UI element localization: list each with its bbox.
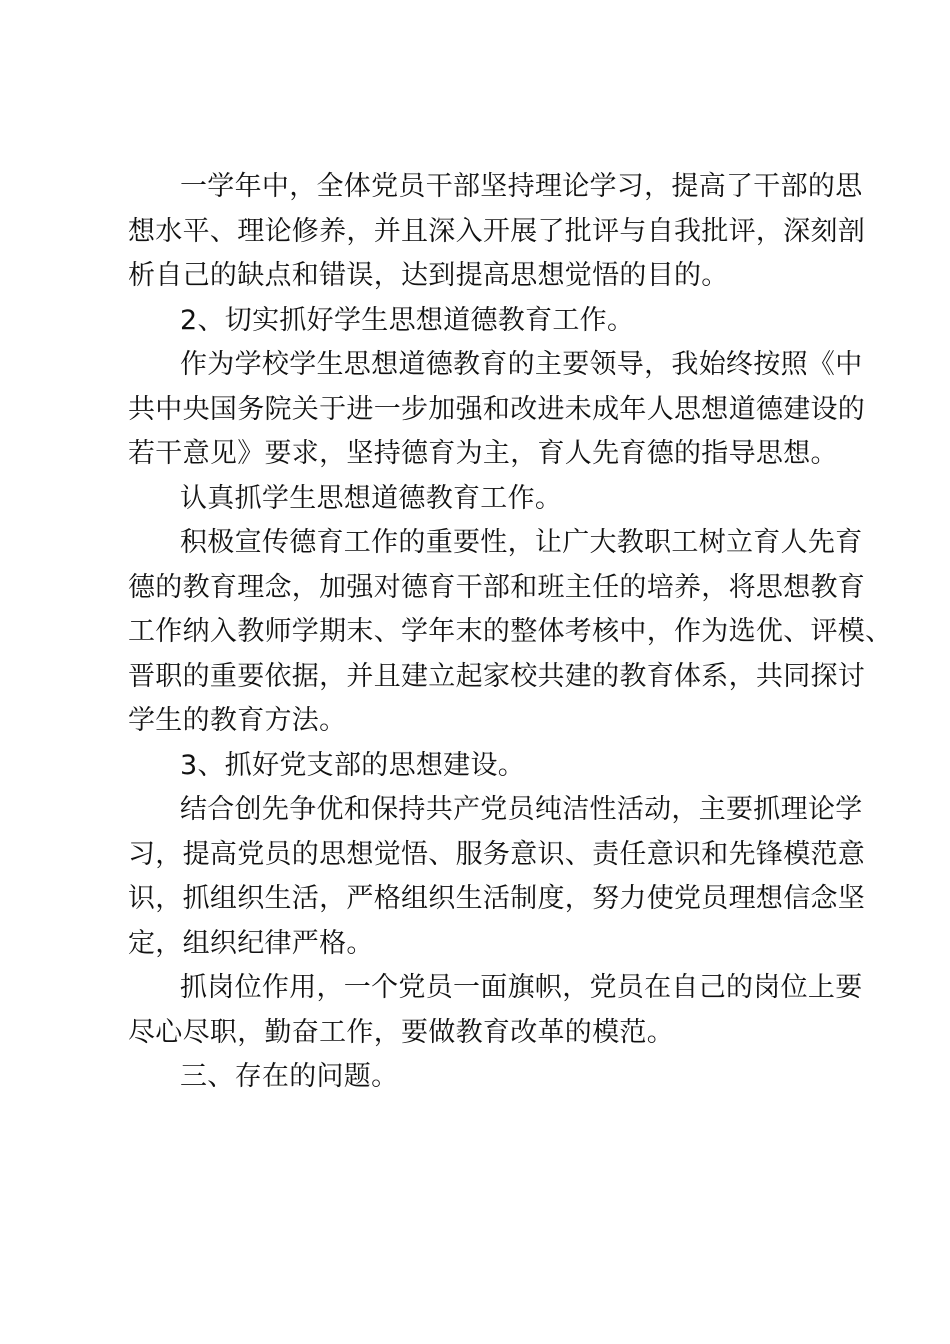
paragraph-line: 作为学校学生思想道德教育的主要领导，我始终按照《中 bbox=[180, 349, 863, 380]
paragraph-publicity bbox=[128, 521, 893, 744]
paragraph-line: 尽心尽职，勤奋工作，要做教育改革的模范。 bbox=[128, 1016, 674, 1048]
paragraph-line: 积极宣传德育工作的重要性，让广大教职工树立育人先育 bbox=[180, 527, 863, 558]
paragraph-line: 定，组织纪律严格。 bbox=[128, 927, 374, 959]
paragraph-line: 识，抓组织生活，严格组织生活制度，努力使党员理想信念坚 bbox=[128, 883, 866, 914]
paragraph-line: 德的教育理念，加强对德育干部和班主任的培养，将思想教育 bbox=[128, 571, 866, 603]
section-heading: 三、存在的问题。 bbox=[180, 1061, 399, 1092]
paragraph-line: 结合创先争优和保持共产党员纯洁性活动，主要抓理论学 bbox=[180, 794, 863, 825]
heading-problems bbox=[128, 1055, 848, 1100]
paragraph-moral-work bbox=[128, 477, 848, 522]
paragraph-line: 若干意见》要求，坚持德育为主，育人先育德的指导思想。 bbox=[128, 438, 838, 469]
section-heading: 3、抓好党支部的思想建设。 bbox=[180, 749, 526, 781]
heading-party-branch bbox=[128, 744, 848, 789]
section-heading: 2、切实抓好学生思想道德教育工作。 bbox=[180, 304, 635, 336]
paragraph-theory-study bbox=[128, 165, 866, 299]
paragraph-line: 晋职的重要依据，并且建立起家校共建的教育体系，共同探讨 bbox=[128, 660, 866, 692]
paragraph-line: 想水平、理论修养，并且深入开展了批评与自我批评，深刻剖 bbox=[128, 215, 866, 247]
paragraph-line: 工作纳入教师学期末、学年末的整体考核中，作为选优、评模、 bbox=[128, 616, 893, 647]
paragraph-line: 认真抓学生思想道德教育工作。 bbox=[180, 482, 563, 514]
heading-moral-education bbox=[128, 299, 848, 344]
paragraph-line: 学生的教育方法。 bbox=[128, 705, 347, 736]
paragraph-line: 析自己的缺点和错误，达到提高思想觉悟的目的。 bbox=[128, 260, 729, 291]
paragraph-line: 抓岗位作用，一个党员一面旗帜，党员在自己的岗位上要 bbox=[180, 972, 863, 1003]
paragraph-line: 共中央国务院关于进一步加强和改进未成年人思想道德建设的 bbox=[128, 393, 866, 425]
document-body bbox=[128, 165, 893, 1100]
paragraph-party-activity bbox=[128, 788, 866, 966]
paragraph-post-role bbox=[128, 966, 863, 1055]
paragraph-leadership bbox=[128, 343, 866, 477]
paragraph-line: 习，提高党员的思想觉悟、服务意识、责任意识和先锋模范意 bbox=[128, 838, 866, 870]
paragraph-line: 一学年中，全体党员干部坚持理论学习，提高了干部的思 bbox=[180, 171, 863, 202]
